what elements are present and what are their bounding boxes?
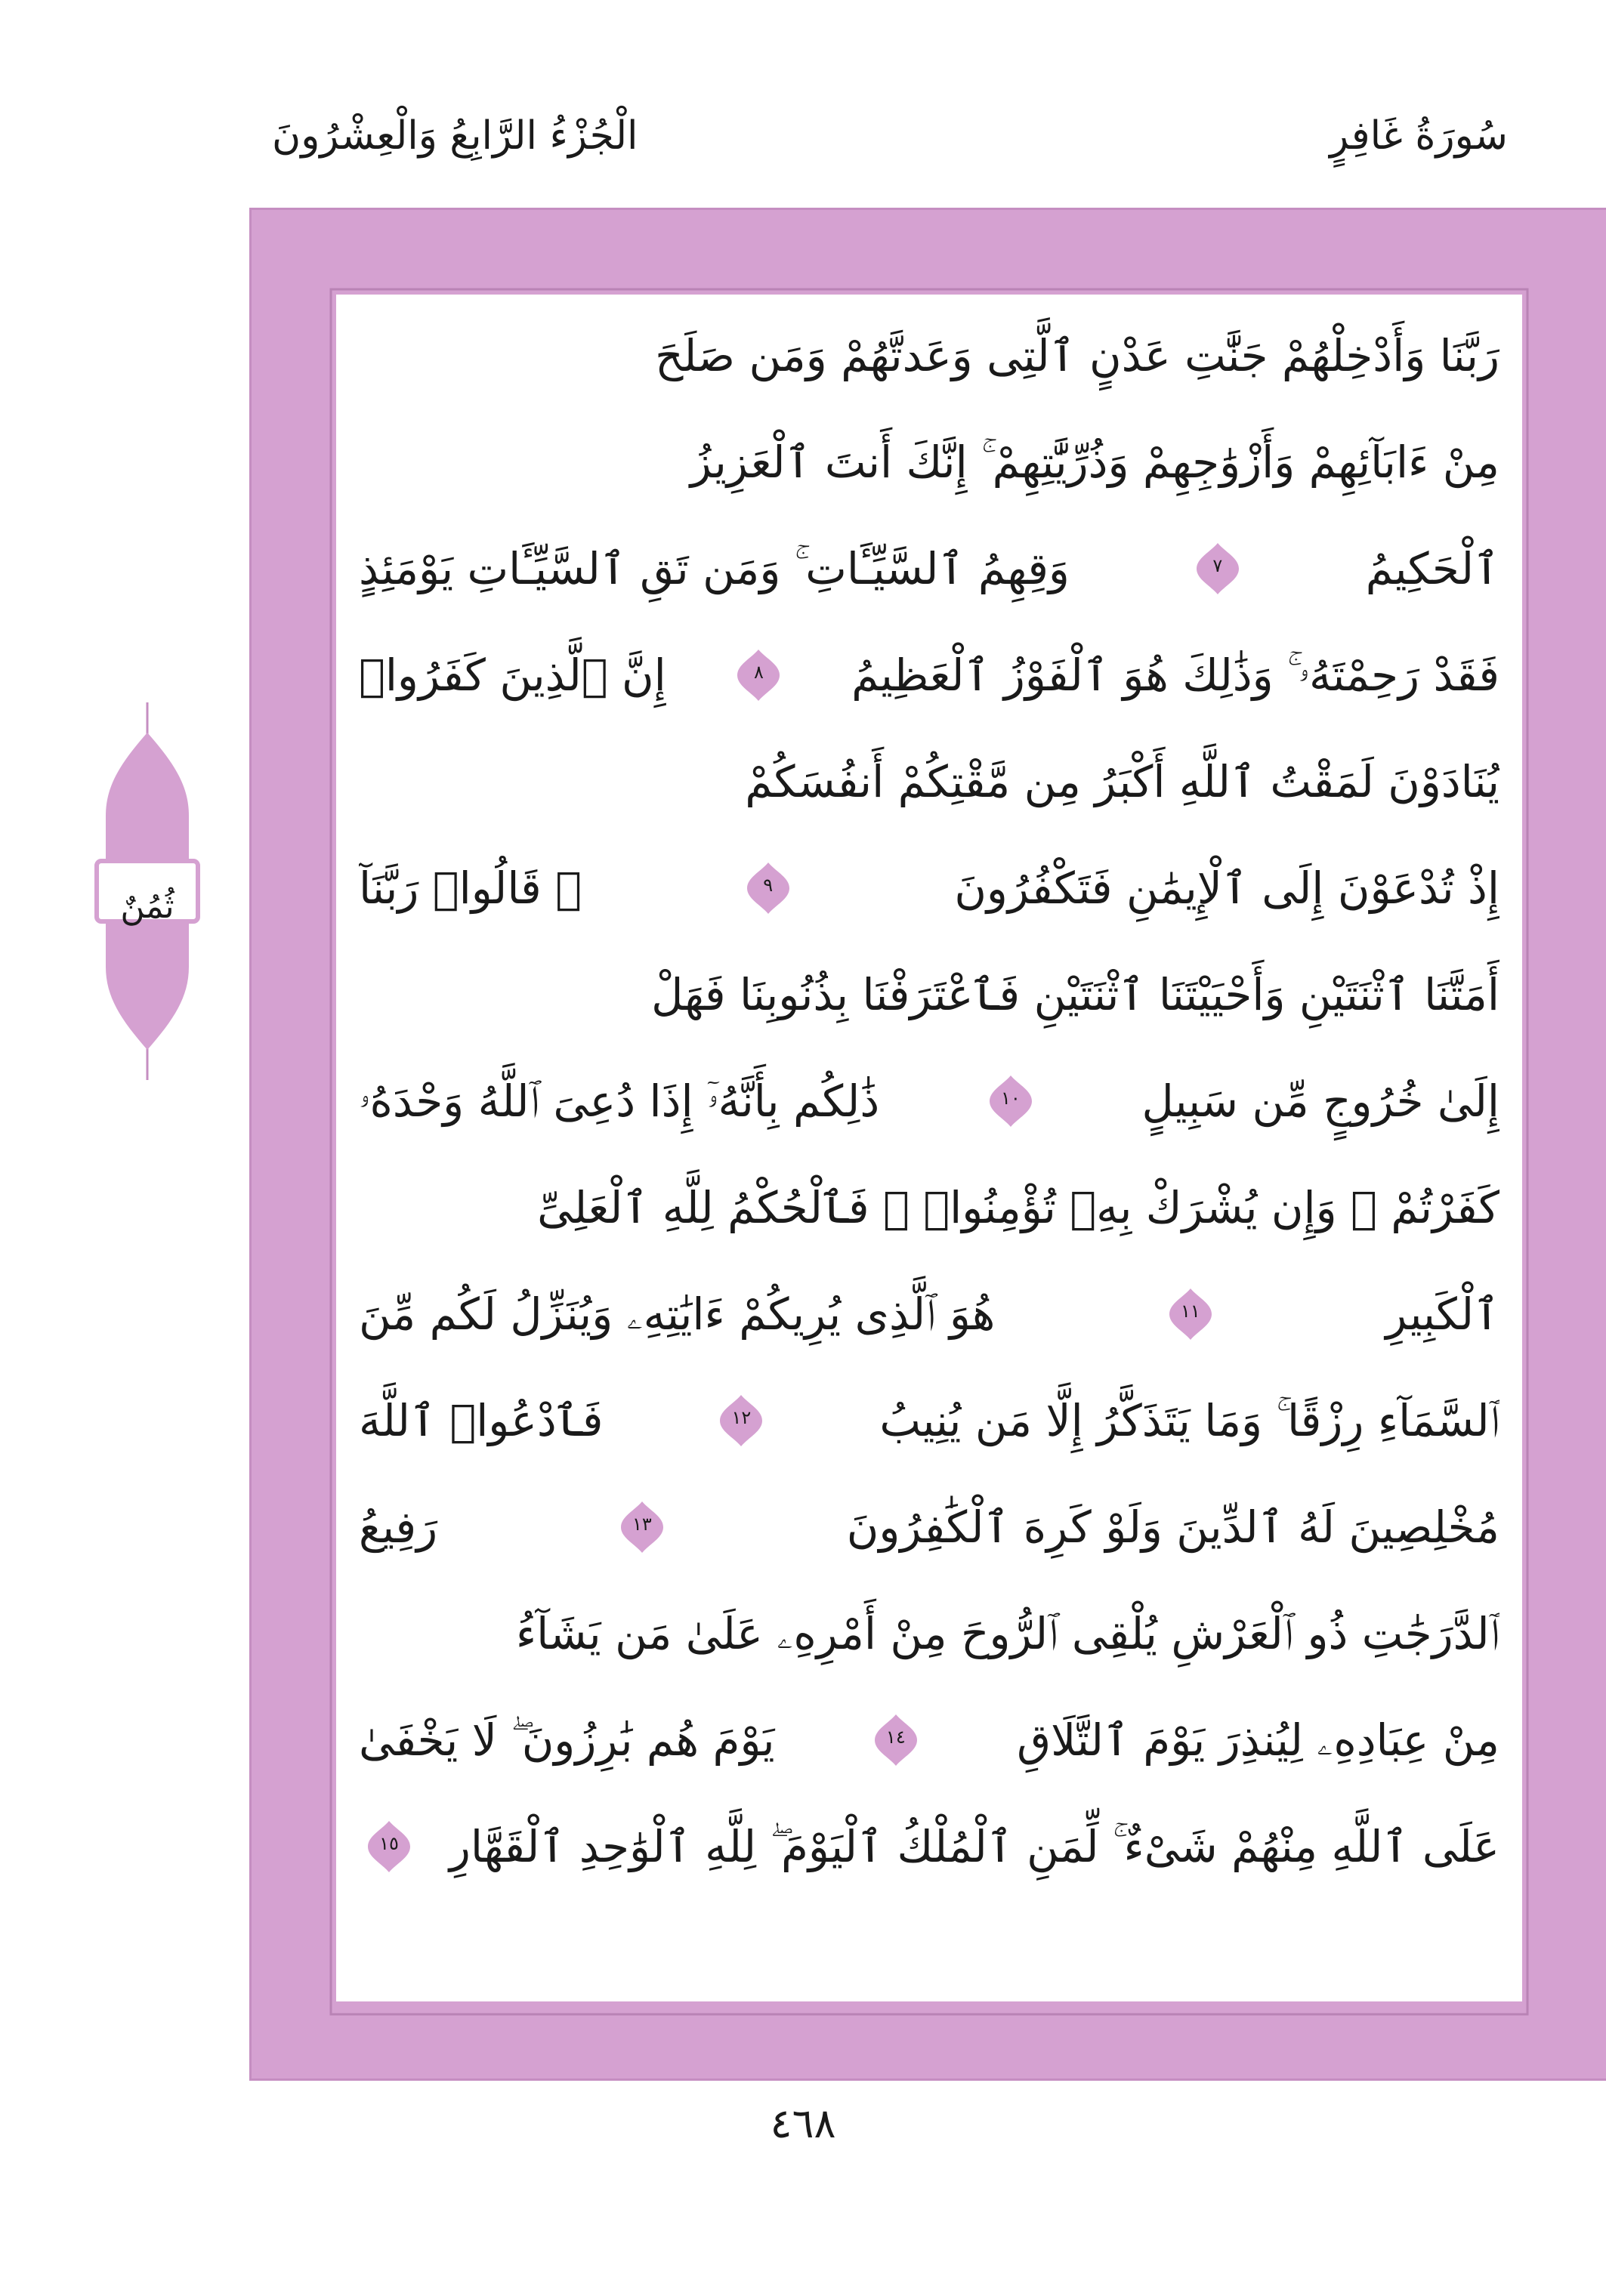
verse-line xyxy=(359,1154,1499,1261)
verse-text: ۞ قَالُوا۟ رَبَّنَآ xyxy=(359,862,582,914)
ayah-number-marker xyxy=(746,861,791,915)
ayah-number-marker xyxy=(988,1074,1033,1128)
verse-text: ٱلسَّمَآءِ رِزْقًا ۚ وَمَا يَتَذَكَّرُ إِلَّا مَن يُنِيبُ xyxy=(879,1394,1499,1446)
verse-text: هُوَ ٱلَّذِى يُرِيكُمْ ءَايَٰتِهِۦ وَيُنَزِّلُ لَكُم مِّنَ xyxy=(359,1288,996,1340)
juz-title: الْجُزْءُ الرَّابِعُ وَالْعِشْرُونَ xyxy=(272,113,638,159)
verse-text: يَوْمَ هُم بَٰرِزُونَ ۖ لَا يَخْفَىٰ xyxy=(359,1714,775,1766)
verse-text: إِلَىٰ خُرُوجٍ مِّن سَبِيلٍ xyxy=(1141,1075,1499,1127)
verse-text: أَمَتَّنَا ٱثْنَتَيْنِ وَأَحْيَيْتَنَا ٱثْنَتَيْنِ فَٱعْتَرَفْنَا بِذُنُوبِنَا فَهَلْ xyxy=(651,968,1499,1020)
verse-text: فَٱدْعُوا۟ ٱللَّهَ xyxy=(359,1394,604,1446)
ayah-number-marker xyxy=(366,1819,412,1874)
verse-line xyxy=(359,1261,1499,1367)
ayah-number: ١٠ xyxy=(1000,1087,1021,1109)
surah-title: سُورَةُ غَافِرٍ xyxy=(1330,113,1508,159)
ayah-number-marker xyxy=(1168,1287,1213,1341)
ayah-number: ٨ xyxy=(753,661,764,683)
verse-text: إِذْ تُدْعَوْنَ إِلَى ٱلْإِيمَٰنِ فَتَكْفُرُونَ xyxy=(954,862,1499,914)
ayah-number-marker xyxy=(736,648,781,702)
verse-text: فَقَدْ رَحِمْتَهُۥ ۚ وَذَٰلِكَ هُوَ ٱلْفَوْزُ ٱلْعَظِيمُ xyxy=(851,649,1499,701)
hizb-quarter-label: ثُمُنٌ xyxy=(120,887,174,926)
verse-text: مِنْ عِبَادِهِۦ لِيُنذِرَ يَوْمَ ٱلتَّلَاقِ xyxy=(1017,1714,1499,1766)
ayah-number: ١٣ xyxy=(632,1513,652,1535)
verse-text: ٱلدَّرَجَٰتِ ذُو ٱلْعَرْشِ يُلْقِى ٱلرُّوحَ مِنْ أَمْرِهِۦ عَلَىٰ مَن يَشَآءُ xyxy=(515,1607,1499,1659)
ayah-number-marker xyxy=(619,1500,665,1554)
verse-text: ٱلْكَبِيرِ xyxy=(1385,1288,1499,1340)
verse-panel xyxy=(336,295,1522,2001)
ayah-number-marker xyxy=(1195,542,1240,596)
verse-text: يُنَادَوْنَ لَمَقْتُ ٱللَّهِ أَكْبَرُ مِن مَّقْتِكُمْ أَنفُسَكُمْ xyxy=(745,755,1499,807)
verse-line xyxy=(359,1474,1499,1580)
verse-line xyxy=(359,1048,1499,1154)
ayah-number-marker xyxy=(873,1713,919,1767)
verse-lines xyxy=(359,302,1499,1994)
verse-line xyxy=(359,1687,1499,1793)
verse-text: مُخْلِصِينَ لَهُ ٱلدِّينَ وَلَوْ كَرِهَ ٱلْكَٰفِرُونَ xyxy=(846,1501,1499,1553)
verse-line xyxy=(359,1793,1499,1899)
verse-text: عَلَى ٱللَّهِ مِنْهُمْ شَىْءٌ ۚ لِّمَنِ ٱلْمُلْكُ ٱلْيَوْمَ ۖ لِلَّهِ ٱلْوَٰحِدِ ٱلْقَهَّارِ xyxy=(449,1820,1499,1872)
verse-line xyxy=(359,409,1499,515)
verse-line xyxy=(359,515,1499,622)
verse-text: ٱلْحَكِيمُ xyxy=(1365,542,1499,594)
page-number: ٤٦٨ xyxy=(770,2100,836,2147)
verse-line xyxy=(359,728,1499,835)
verse-line xyxy=(359,835,1499,941)
ayah-number: ١٢ xyxy=(731,1406,752,1428)
verse-text: رَبَّنَا وَأَدْخِلْهُمْ جَنَّٰتِ عَدْنٍ ٱلَّتِى وَعَدتَّهُمْ وَمَن صَلَحَ xyxy=(655,329,1499,381)
ayah-number: ٩ xyxy=(763,874,774,896)
verse-line xyxy=(359,941,1499,1048)
verse-line xyxy=(359,302,1499,409)
verse-line xyxy=(359,622,1499,728)
verse-text: كَفَرْتُمْ ۖ وَإِن يُشْرَكْ بِهِۦ تُؤْمِنُوا۟ ۚ فَٱلْحُكْمُ لِلَّهِ ٱلْعَلِىِّ xyxy=(537,1181,1499,1233)
verse-line xyxy=(359,1367,1499,1474)
verse-line xyxy=(359,1580,1499,1687)
ayah-number: ١٤ xyxy=(885,1726,906,1748)
verse-text: ذَٰلِكُم بِأَنَّهُۥٓ إِذَا دُعِىَ ٱللَّهُ وَحْدَهُۥ xyxy=(359,1075,880,1127)
ayah-number: ١٥ xyxy=(379,1832,399,1854)
ayah-number: ٧ xyxy=(1212,554,1223,576)
verse-text: وَقِهِمُ ٱلسَّيِّـَٔاتِ ۚ وَمَن تَقِ ٱلسَّيِّـَٔاتِ يَوْمَئِذٍ xyxy=(359,542,1070,594)
ayah-number: ١١ xyxy=(1180,1300,1200,1322)
verse-text: إِنَّ ٱلَّذِينَ كَفَرُوا۟ xyxy=(359,649,666,701)
ayah-number-marker xyxy=(718,1393,764,1448)
verse-text: رَفِيعُ xyxy=(359,1501,438,1553)
verse-text: مِنْ ءَابَآئِهِمْ وَأَزْوَٰجِهِمْ وَذُرِّيَّٰتِهِمْ ۚ إِنَّكَ أَنتَ ٱلْعَزِيزُ xyxy=(690,436,1499,488)
